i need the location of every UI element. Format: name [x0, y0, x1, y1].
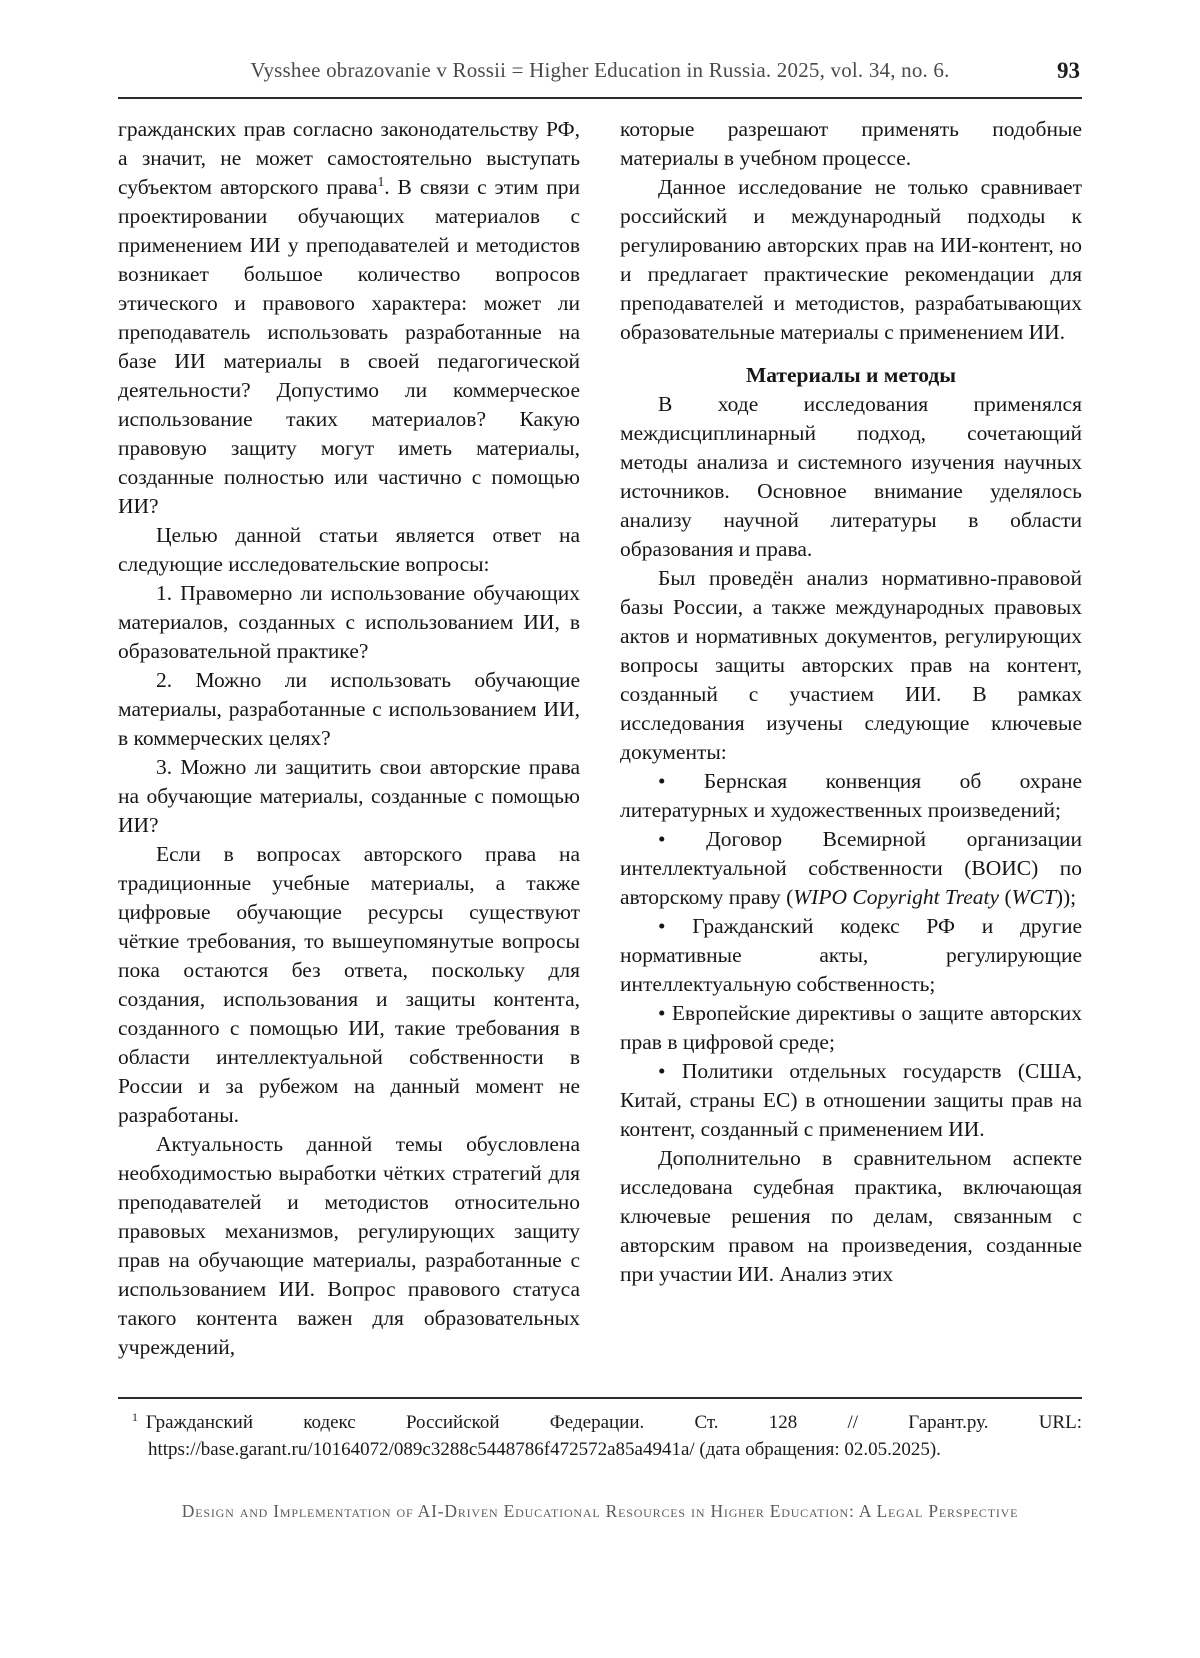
paragraph — [118, 666, 580, 753]
paragraph — [118, 1130, 580, 1362]
footnote-rule — [118, 1397, 1082, 1399]
text-run: 1. Правомерно ли использование обучающих материалов, созданных с использованием ИИ, в образовательной практике? — [118, 581, 580, 663]
text-run: Был проведён анализ нормативно-правовой базы России, а также международных правовых актов и нормативных документов, регулирующих вопросы защиты авторских прав на контент, созданный с участием ИИ. В рамках исследования изучены следующие ключевые документы: — [620, 566, 1082, 764]
text-run: • Политики отдельных государств (США, Китай, страны ЕС) в отношении защиты прав на контент, созданный с применением ИИ. — [620, 1059, 1082, 1141]
text-run: • Европейские директивы о защите авторских прав в цифровой среде; — [620, 1001, 1082, 1054]
text-run: Дополнительно в сравнительном аспекте исследована судебная практика, включающая ключевые решения по делам, связанным с авторским правом на произведения, созданные при участии ИИ. Анализ этих — [620, 1146, 1082, 1286]
article-body — [118, 115, 1082, 1391]
text-run: Материалы и методы — [745, 363, 957, 387]
paragraph — [118, 753, 580, 840]
footnote-text: Гражданский кодекс Российской Федерации. Ст. 128 // Гарант.ру. URL: https://base.garant.ru/10164072/089c3288c5448786f472572a85a4941a/ (дата обращения: 02.05.2025). — [145, 1412, 1082, 1460]
paragraph — [620, 999, 1082, 1057]
text-run: WCT — [1011, 885, 1056, 909]
paragraph — [118, 579, 580, 666]
section-heading — [620, 361, 1082, 390]
paragraph — [620, 767, 1082, 825]
paragraph — [620, 390, 1082, 564]
text-run: ( — [999, 885, 1012, 909]
text-run: • Договор Всемирной организации интеллектуальной собственности (ВОИС) по авторскому праву ( — [620, 827, 1082, 909]
right-column — [620, 115, 1082, 1391]
footnote — [118, 1409, 1082, 1463]
text-run: Данное исследование не только сравнивает российский и международный подходы к регулированию авторских прав на ИИ-контент, но и предлагает практические рекомендации для преподавателей и методистов, разрабатывающих образовательные материалы с применением ИИ. — [620, 175, 1082, 344]
text-run: гражданских прав согласно законодательству РФ, а значит, не может самостоятельно выступать субъектом авторского права — [118, 117, 580, 199]
paragraph — [118, 521, 580, 579]
page-header — [118, 58, 1082, 97]
text-run: • Гражданский кодекс РФ и другие нормативные акты, регулирующие интеллектуальную собственность; — [620, 914, 1082, 996]
paragraph — [620, 825, 1082, 912]
page-number: 93 — [1057, 58, 1080, 83]
text-run: 3. Можно ли защитить свои авторские права на обучающие материалы, созданные с помощью ИИ? — [118, 755, 580, 837]
text-run: Актуальность данной темы обусловлена необходимостью выработки чётких стратегий для преподавателей и методистов относительно правовых механизмов, регулирующих защиту прав на обучающие материалы, разработанные с использованием ИИ. Вопрос правового статуса такого контента важен для образовательных учреждений, — [118, 1132, 580, 1359]
paragraph — [620, 1057, 1082, 1144]
text-run: 2. Можно ли использовать обучающие материалы, разработанные с использованием ИИ, в коммерческих целях? — [118, 668, 580, 750]
paragraph — [118, 840, 580, 1130]
text-run: В ходе исследования применялся междисциплинарный подход, сочетающий методы анализа и системного изучения научных источников. Основное внимание уделялось анализу научной литературы в области образования и права. — [620, 392, 1082, 561]
text-run: которые разрешают применять подобные материалы в учебном процессе. — [620, 117, 1082, 170]
text-run: • Бернская конвенция об охране литературных и художественных произведений; — [620, 769, 1082, 822]
header-rule — [118, 97, 1082, 99]
footnote-marker: 1 — [132, 1410, 138, 1424]
footnote-reference: 1 — [377, 173, 385, 189]
text-run: Если в вопросах авторского права на традиционные учебные материалы, а также цифровые обучающие ресурсы существуют чёткие требования, то вышеупомянутые вопросы пока остаются без ответа, поскольку для создания, использования и защиты контента, созданного с помощью ИИ, такие требования в области интеллектуальной собственности в России и за рубежом на данный момент не разработаны. — [118, 842, 580, 1127]
paragraph — [620, 564, 1082, 767]
journal-title: Vysshee obrazovanie v Rossii = Higher Education in Russia. 2025, vol. 34, no. 6. — [250, 58, 950, 82]
paragraph — [620, 912, 1082, 999]
text-run: )); — [1055, 885, 1077, 909]
text-run: Целью данной статьи является ответ на следующие исследовательские вопросы: — [118, 523, 580, 576]
text-run: . В связи с этим при проектировании обучающих материалов с применением ИИ у преподавателей и методистов возникает большое количество вопросов этического и правового характера: может ли преподаватель использовать разработанные на базе ИИ материалы в своей педагогической деятельности? Допустимо ли коммерческое использование таких материалов? Какую правовую защиту могут иметь материалы, созданные полностью или частично с помощью ИИ? — [118, 175, 580, 518]
left-column — [118, 115, 580, 1391]
paragraph — [620, 173, 1082, 347]
paragraph — [620, 115, 1082, 173]
footnote-area — [118, 1397, 1082, 1463]
paragraph — [118, 115, 580, 521]
text-run: WIPO Copyright Treaty — [793, 885, 1000, 909]
running-title: Design and Implementation of AI-Driven Educational Resources in Higher Education: A Legal Perspective — [181, 1501, 1019, 1521]
paragraph — [620, 1144, 1082, 1289]
